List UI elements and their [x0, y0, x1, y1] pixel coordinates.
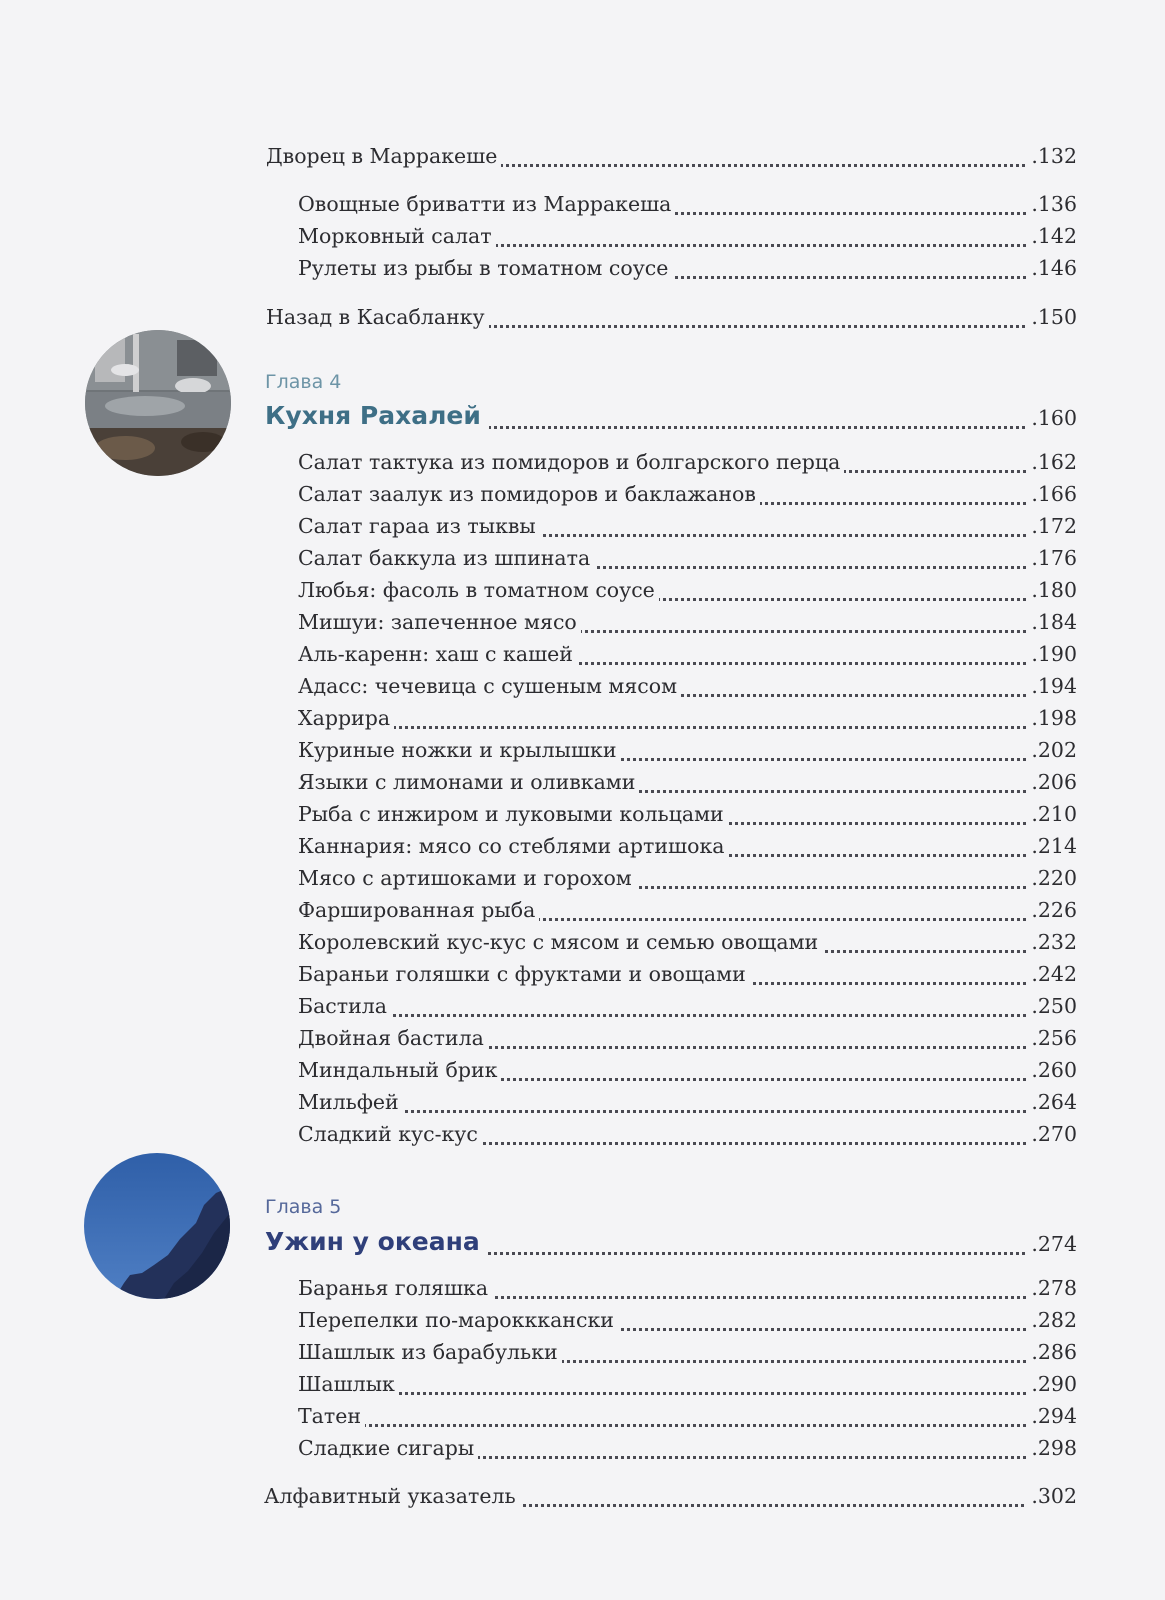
- toc-entry-page: .210: [1027, 798, 1077, 830]
- toc-entry-title: Сладкий кус-кус: [298, 1118, 482, 1150]
- toc-entry[interactable]: [0, 1368, 1165, 1400]
- toc-entry-page: .162: [1027, 446, 1077, 478]
- toc-entry-title: Двойная бастила: [298, 1022, 488, 1054]
- toc-entry-title: Харрира: [298, 702, 394, 734]
- dot-leader: [298, 1392, 1073, 1395]
- toc-entry-page: .176: [1027, 542, 1077, 574]
- toc-entry[interactable]: [0, 220, 1165, 252]
- toc-entry-title: Фаршированная рыба: [298, 894, 539, 926]
- toc-entry[interactable]: [0, 1480, 1165, 1512]
- toc-entry[interactable]: [0, 140, 1165, 172]
- toc-entry-page: .294: [1027, 1400, 1077, 1432]
- toc-entry[interactable]: [0, 574, 1165, 606]
- toc-entry-page: .278: [1027, 1272, 1077, 1304]
- chapter-title-entry[interactable]: [0, 396, 1165, 436]
- toc-entry-title: Языки с лимонами и оливками: [298, 766, 639, 798]
- toc-entry-title: Шашлык: [298, 1368, 399, 1400]
- chapter-label: Глава 5: [265, 1196, 342, 1218]
- dot-leader: [298, 1014, 1073, 1017]
- toc-entry-page: .232: [1027, 926, 1077, 958]
- toc-entry-title: Мильфей: [298, 1086, 403, 1118]
- toc-entry-page: .260: [1027, 1054, 1077, 1086]
- toc-entry-page: .166: [1027, 478, 1077, 510]
- toc-entry-title: Татен: [298, 1400, 365, 1432]
- toc-entry-page: .180: [1027, 574, 1077, 606]
- toc-entry[interactable]: [0, 446, 1165, 478]
- toc-entry-page: .226: [1027, 894, 1077, 926]
- toc-entry[interactable]: [0, 702, 1165, 734]
- toc-entry-title: Рыба с инжиром и луковыми кольцами: [298, 798, 728, 830]
- toc-entry-page: .286: [1027, 1336, 1077, 1368]
- toc-entry-title: Аль-каренн: хаш с кашей: [298, 638, 577, 670]
- toc-entry-title: Куриные ножки и крылышки: [298, 734, 621, 766]
- toc-entry-title: Овощные бриватти из Марракеша: [298, 188, 675, 220]
- toc-entry-title: Дворец в Марракеше: [266, 140, 501, 172]
- toc-entry-page: .194: [1027, 670, 1077, 702]
- toc-entry-title: Салат гараа из тыквы: [298, 510, 540, 542]
- toc-entry[interactable]: [0, 1054, 1165, 1086]
- toc-entry-title: Рулеты из рыбы в томатном соусе: [298, 252, 672, 284]
- toc-entry-title: Каннария: мясо со стеблями артишока: [298, 830, 729, 862]
- toc-entry-title: Баранья голяшка: [298, 1272, 492, 1304]
- toc-entry-page: .242: [1027, 958, 1077, 990]
- toc-entry[interactable]: [0, 830, 1165, 862]
- toc-entry-title: Перепелки по-марокккански: [298, 1304, 618, 1336]
- toc-entry[interactable]: [0, 542, 1165, 574]
- toc-entry[interactable]: [0, 1432, 1165, 1464]
- toc-entry-page: .184: [1027, 606, 1077, 638]
- toc-entry-title: Морковный салат: [298, 220, 496, 252]
- chapter-label: Глава 4: [265, 371, 342, 393]
- toc-entry-title: Королевский кус-кус с мясом и семью овощами: [298, 926, 822, 958]
- toc-entry-page: .132: [1027, 140, 1077, 172]
- toc-entry-title: Сладкие сигары: [298, 1432, 478, 1464]
- toc-entry-page: .264: [1027, 1086, 1077, 1118]
- toc-entry-page: .198: [1027, 702, 1077, 734]
- toc-entry-title: Миндальный брик: [298, 1054, 501, 1086]
- dot-leader: [298, 1110, 1073, 1113]
- toc-entry-page: .150: [1027, 301, 1077, 333]
- toc-entry-page: .172: [1027, 510, 1077, 542]
- toc-entry-title: Салат баккула из шпината: [298, 542, 594, 574]
- toc-entry[interactable]: [0, 606, 1165, 638]
- toc-entry-page: .256: [1027, 1022, 1077, 1054]
- toc-entry-title: Адасс: чечевица с сушеным мясом: [298, 670, 681, 702]
- toc-entry[interactable]: [0, 301, 1165, 333]
- toc-entry-page: .146: [1027, 252, 1077, 284]
- toc-entry[interactable]: [0, 1022, 1165, 1054]
- toc-entry[interactable]: [0, 862, 1165, 894]
- dot-leader: [298, 1424, 1073, 1427]
- dot-leader: [298, 726, 1073, 729]
- toc-entry-page: .160: [1027, 402, 1077, 434]
- toc-entry-page: .270: [1027, 1118, 1077, 1150]
- toc-entry-title: Мясо с артишоками и горохом: [298, 862, 636, 894]
- toc-entry-title: Мишуи: запеченное мясо: [298, 606, 581, 638]
- toc-entry-page: .142: [1027, 220, 1077, 252]
- toc-entry[interactable]: [0, 926, 1165, 958]
- toc-entry-page: .220: [1027, 862, 1077, 894]
- toc-entry[interactable]: [0, 766, 1165, 798]
- toc-entry-page: .214: [1027, 830, 1077, 862]
- toc-entry[interactable]: [0, 252, 1165, 284]
- toc-entry-page: .190: [1027, 638, 1077, 670]
- toc-entry-page: .206: [1027, 766, 1077, 798]
- toc-entry-page: .136: [1027, 188, 1077, 220]
- toc-entry[interactable]: [0, 188, 1165, 220]
- toc-entry-title: Назад в Касабланку: [266, 301, 489, 333]
- toc-entry[interactable]: [0, 1118, 1165, 1150]
- toc-entry[interactable]: [0, 958, 1165, 990]
- toc-entry-title: Шашлык из барабульки: [298, 1336, 562, 1368]
- toc-entry[interactable]: [0, 1304, 1165, 1336]
- toc-entry[interactable]: [0, 894, 1165, 926]
- toc-entry[interactable]: [0, 990, 1165, 1022]
- toc-entry[interactable]: [0, 1086, 1165, 1118]
- toc-entry[interactable]: [0, 734, 1165, 766]
- toc-entry-page: .302: [1027, 1480, 1077, 1512]
- toc-entry-page: .250: [1027, 990, 1077, 1022]
- chapter-title: Ужин у океана: [265, 1222, 488, 1262]
- toc-entry[interactable]: [0, 1336, 1165, 1368]
- toc-entry-title: Алфавитный указатель: [264, 1480, 520, 1512]
- toc-entry[interactable]: [0, 1272, 1165, 1304]
- toc-entry-page: .290: [1027, 1368, 1077, 1400]
- toc-entry[interactable]: [0, 1400, 1165, 1432]
- toc-entry-title: Бастила: [298, 990, 391, 1022]
- chapter-title: Кухня Рахалей: [265, 396, 489, 436]
- toc-entry-page: .282: [1027, 1304, 1077, 1336]
- chapter-title-entry[interactable]: [0, 1222, 1165, 1262]
- toc-entry[interactable]: [0, 670, 1165, 702]
- toc-entry[interactable]: [0, 510, 1165, 542]
- toc-entry-title: Любья: фасоль в томатном соусе: [298, 574, 659, 606]
- toc-entry[interactable]: [0, 478, 1165, 510]
- toc-entry[interactable]: [0, 638, 1165, 670]
- toc-entry-page: .274: [1027, 1228, 1077, 1260]
- toc-entry-page: .298: [1027, 1432, 1077, 1464]
- toc-entry-title: Бараньи голяшки с фруктами и овощами: [298, 958, 750, 990]
- toc-entry-title: Салат заалук из помидоров и баклажанов: [298, 478, 760, 510]
- toc-entry-title: Салат тактука из помидоров и болгарского перца: [298, 446, 844, 478]
- toc-entry-page: .202: [1027, 734, 1077, 766]
- toc-entry[interactable]: [0, 798, 1165, 830]
